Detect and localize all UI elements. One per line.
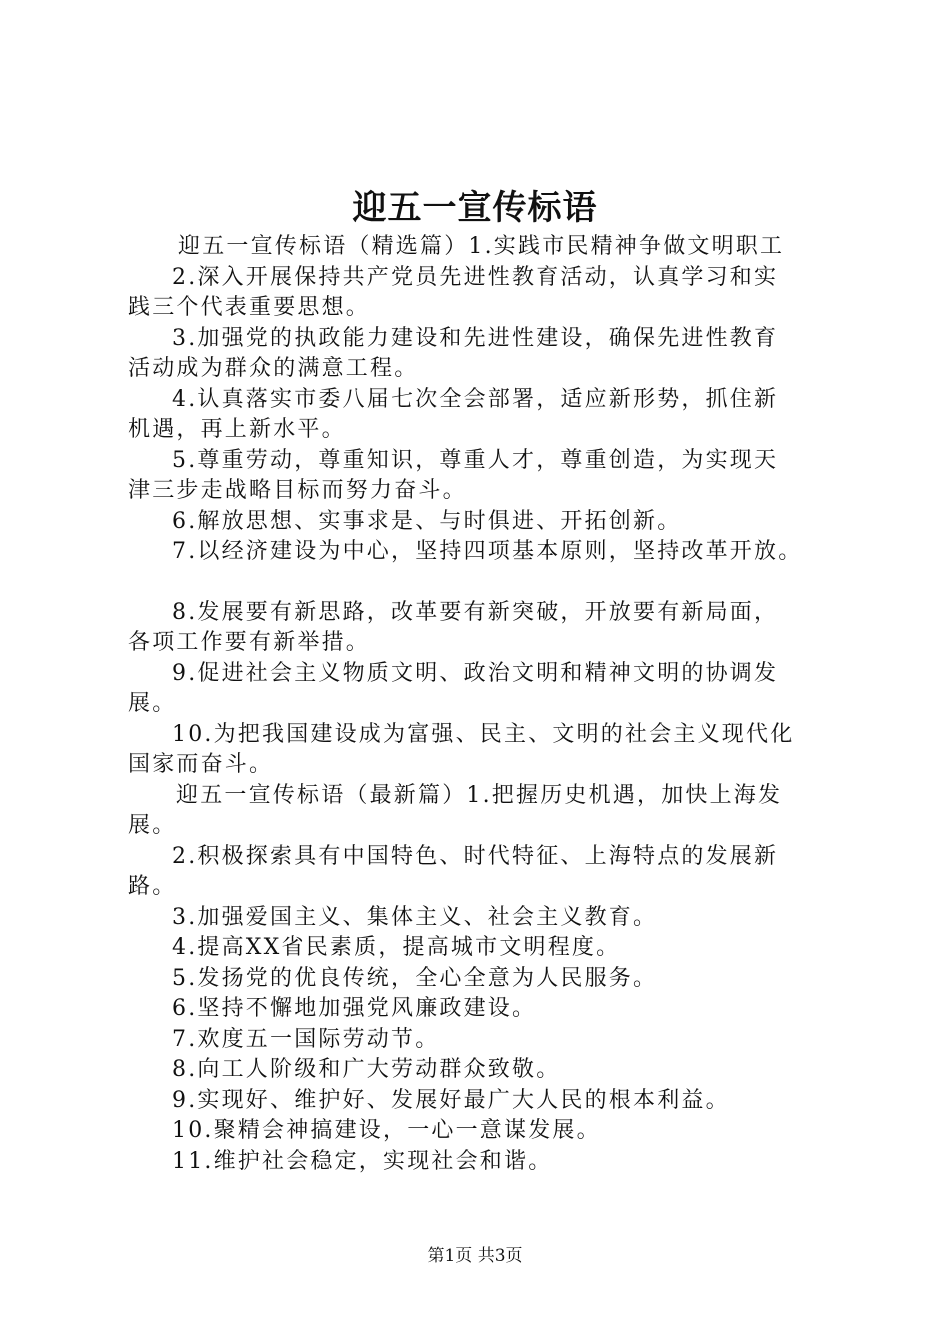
- document-body: [128, 232, 848, 1177]
- body-line: 7.以经济建设为中心，坚持四项基本原则，坚持改革开放。: [172, 539, 803, 564]
- body-line: 4.认真落实市委八届七次全会部署，适应新形势，抓住新: [172, 386, 779, 412]
- body-line: 6.坚持不懈地加强党风廉政建设。: [172, 996, 537, 1021]
- body-line: 活动成为群众的满意工程。: [128, 356, 419, 381]
- body-line: 践三个代表重要思想。: [128, 295, 371, 320]
- body-line: 10.为把我国建设成为富强、民主、文明的社会主义现代化: [172, 721, 795, 747]
- body-line: 8.发展要有新思路，改革要有新突破，开放要有新局面，: [172, 599, 779, 625]
- page-number-footer: 第1页 共3页: [427, 1246, 523, 1266]
- body-line: 10.聚精会神搞建设，一心一意谋发展。: [172, 1118, 601, 1143]
- body-line: 9.实现好、维护好、发展好最广大人民的根本利益。: [172, 1087, 730, 1113]
- body-line: 2.积极探索具有中国特色、时代特征、上海特点的发展新: [172, 843, 779, 869]
- body-line: 路。: [128, 874, 177, 899]
- body-line: 展。: [128, 691, 177, 716]
- body-line: 11.维护社会稳定，实现社会和谐。: [172, 1148, 553, 1174]
- body-line: 国家而奋斗。: [128, 752, 274, 777]
- body-line: 3.加强党的执政能力建设和先进性建设，确保先进性教育: [172, 325, 779, 351]
- body-line: 6.解放思想、实事求是、与时俱进、开拓创新。: [172, 508, 682, 534]
- body-line: 3.加强爱国主义、集体主义、社会主义教育。: [172, 904, 658, 930]
- body-line: 4.提高XX省民素质，提高城市文明程度。: [172, 935, 621, 960]
- paragraph-gap: [128, 568, 848, 598]
- document-title: 迎五一宣传标语: [352, 188, 598, 228]
- body-line: 9.促进社会主义物质文明、政治文明和精神文明的协调发: [172, 660, 779, 686]
- body-line: 迎五一宣传标语（精选篇）1.实践市民精神争做文明职工: [178, 234, 785, 259]
- body-line: 5.发扬党的优良传统，全心全意为人民服务。: [172, 965, 658, 991]
- body-line: 7.欢度五一国际劳动节。: [172, 1026, 440, 1052]
- body-line: 2.深入开展保持共产党员先进性教育活动，认真学习和实: [172, 264, 779, 290]
- body-line: 展。: [128, 813, 177, 838]
- body-line: 5.尊重劳动，尊重知识，尊重人才，尊重创造，为实现天: [172, 447, 779, 473]
- body-line: 各项工作要有新举措。: [128, 630, 371, 655]
- body-line: 机遇，再上新水平。: [128, 417, 346, 442]
- body-line: 8.向工人阶级和广大劳动群众致敬。: [172, 1057, 561, 1082]
- body-line: 迎五一宣传标语（最新篇）1.把握历史机遇，加快上海发: [176, 782, 783, 808]
- body-line: 津三步走战略目标而努力奋斗。: [128, 478, 467, 503]
